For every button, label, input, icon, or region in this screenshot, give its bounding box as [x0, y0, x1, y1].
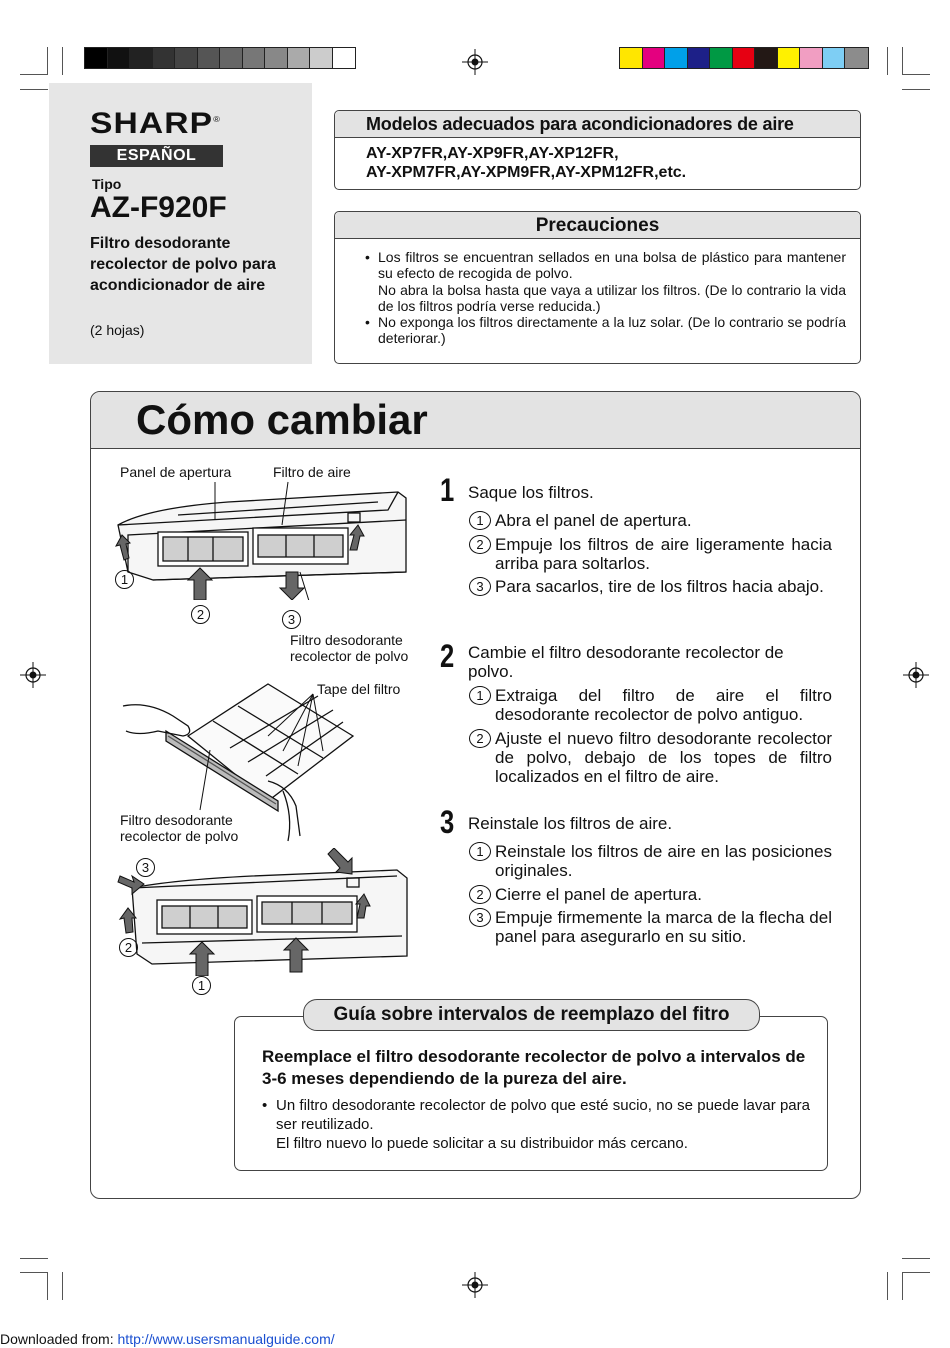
step-heading: Cambie el filtro desodorante recolector de polvo. — [468, 643, 784, 681]
registration-mark-icon — [462, 49, 488, 75]
open-panel-label: Panel de apertura — [120, 464, 232, 480]
filter-tape-label: Tape del filtro — [317, 681, 401, 697]
color-swatch — [153, 48, 176, 68]
color-swatch — [643, 48, 666, 68]
color-swatch — [85, 48, 108, 68]
replacement-guide-notes — [262, 1096, 810, 1153]
color-swatch — [620, 48, 643, 68]
color-swatch — [665, 48, 688, 68]
crop-mark — [20, 1272, 48, 1273]
step-substep: 2 Ajuste el nuevo filtro desodorante recolector de polvo, debajo de los topes de filtro localizados en el filtro de aire. — [469, 729, 832, 786]
download-footer: Downloaded from: http://www.usersmanualguide.com/ — [0, 1331, 335, 1347]
crop-mark — [47, 47, 48, 75]
crop-mark — [902, 1272, 930, 1273]
precaution-item: • No exponga los filtros directamente a la luz solar. (De lo contrario se podría deteriorar.) — [360, 314, 846, 347]
color-swatch — [823, 48, 846, 68]
grayscale-bar — [84, 47, 356, 69]
step-substep: 1 Reinstale los filtros de aire en las posiciones originales. — [469, 842, 832, 880]
color-swatch — [733, 48, 756, 68]
guide-note: El filtro nuevo lo puede solicitar a su distribuidor más cercano. — [276, 1135, 688, 1152]
color-swatch — [175, 48, 198, 68]
registration-mark-icon — [20, 662, 46, 688]
crop-mark — [62, 1272, 63, 1300]
color-swatch — [845, 48, 868, 68]
color-swatch — [800, 48, 823, 68]
registration-mark-icon — [462, 1272, 488, 1298]
color-swatch — [198, 48, 221, 68]
crop-mark — [902, 1258, 930, 1259]
color-swatch — [108, 48, 131, 68]
section-title: Cómo cambiar — [136, 396, 428, 443]
leader-line — [195, 750, 215, 812]
crop-mark — [902, 74, 930, 75]
crop-mark — [902, 47, 903, 75]
models-list — [366, 144, 686, 182]
color-swatch — [710, 48, 733, 68]
crop-mark — [902, 1272, 903, 1300]
deodorant-filter-label: Filtro desodorante recolector de polvo — [290, 632, 409, 664]
color-swatch — [310, 48, 333, 68]
brand-logo: SHARP® — [90, 107, 221, 140]
crop-mark — [887, 47, 888, 75]
color-bar — [619, 47, 869, 69]
leader-lines — [200, 480, 320, 600]
step-substep: 2 Empuje los filtros de aire ligeramente hacia arriba para soltarlos. — [469, 535, 832, 573]
crop-mark — [902, 89, 930, 90]
crop-mark — [20, 74, 48, 75]
color-swatch — [333, 48, 356, 68]
registration-mark-icon — [903, 662, 929, 688]
source-link[interactable]: http://www.usersmanualguide.com/ — [117, 1331, 335, 1347]
callout-1: 1 — [115, 570, 134, 589]
step-substep: 2 Cierre el panel de apertura. — [469, 885, 832, 904]
color-swatch — [265, 48, 288, 68]
step-substep: 1 Abra el panel de apertura. — [469, 511, 832, 530]
step-heading: Reinstale los filtros de aire. — [468, 814, 673, 833]
models-title: Modelos adecuados para acondicionadores de aire — [335, 111, 860, 138]
product-description: Filtro desodorante recolector de polvo para acondicionador de aire — [90, 235, 276, 294]
color-swatch — [688, 48, 711, 68]
models-line: AY-XPM7FR,AY-XPM9FR,AY-XPM12FR,etc. — [366, 164, 687, 181]
color-swatch — [130, 48, 153, 68]
model-number: AZ-F920F — [90, 191, 227, 224]
step-substep: 1 Extraiga del filtro de aire el filtro desodorante recolector de polvo antiguo. — [469, 686, 832, 724]
deodorant-filter-label-2: Filtro desodorante recolector de polvo — [120, 812, 239, 844]
replacement-guide-main: Reemplace el filtro desodorante recolector de polvo a intervalos de 3-6 meses dependiendo de la pureza del aire. — [262, 1047, 806, 1088]
replacement-guide-title: Guía sobre intervalos de reemplazo del fitro — [303, 999, 760, 1031]
precautions-list — [360, 249, 846, 347]
type-label: Tipo — [92, 176, 122, 192]
color-swatch — [288, 48, 311, 68]
step-substep: 3 Empuje firmemente la marca de la flecha del panel para asegurarlo en su sitio. — [469, 908, 832, 946]
precautions-title: Precauciones — [335, 212, 860, 239]
crop-mark — [62, 47, 63, 75]
color-swatch — [778, 48, 801, 68]
language-badge: ESPAÑOL — [90, 145, 223, 167]
crop-mark — [20, 1258, 48, 1259]
precaution-item: No abra la bolsa hasta que vaya a utilizar los filtros. (De lo contrario la vida de los filtros podría verse reducida.) — [378, 281, 846, 314]
callout-2: 2 — [191, 605, 210, 624]
callout-3: 3 — [136, 858, 155, 877]
guide-note: • Un filtro desodorante recolector de polvo que esté sucio, no se puede lavar para ser reutilizado. — [262, 1096, 810, 1134]
step-substep: 3 Para sacarlos, tire de los filtros hacia abajo. — [469, 577, 832, 596]
crop-mark — [20, 89, 48, 90]
ac-unit-closed-illustration — [112, 848, 412, 976]
step-number: 2 — [440, 638, 455, 674]
color-swatch — [243, 48, 266, 68]
color-swatch — [755, 48, 778, 68]
sheet-count: (2 hojas) — [90, 322, 145, 338]
precaution-item: • Los filtros se encuentran sellados en una bolsa de plástico para mantener su efecto de recogida de polvo. — [360, 249, 846, 282]
section-header — [91, 392, 860, 449]
step-heading: Saque los filtros. — [468, 483, 594, 502]
air-filter-label: Filtro de aire — [273, 464, 351, 480]
crop-mark — [887, 1272, 888, 1300]
callout-2: 2 — [119, 938, 138, 957]
crop-mark — [47, 1272, 48, 1300]
callout-1: 1 — [192, 976, 211, 995]
color-swatch — [220, 48, 243, 68]
step-number: 1 — [440, 472, 455, 508]
models-line: AY-XP7FR,AY-XP9FR,AY-XP12FR, — [366, 145, 619, 162]
callout-3: 3 — [282, 610, 301, 629]
step-number: 3 — [440, 804, 455, 840]
